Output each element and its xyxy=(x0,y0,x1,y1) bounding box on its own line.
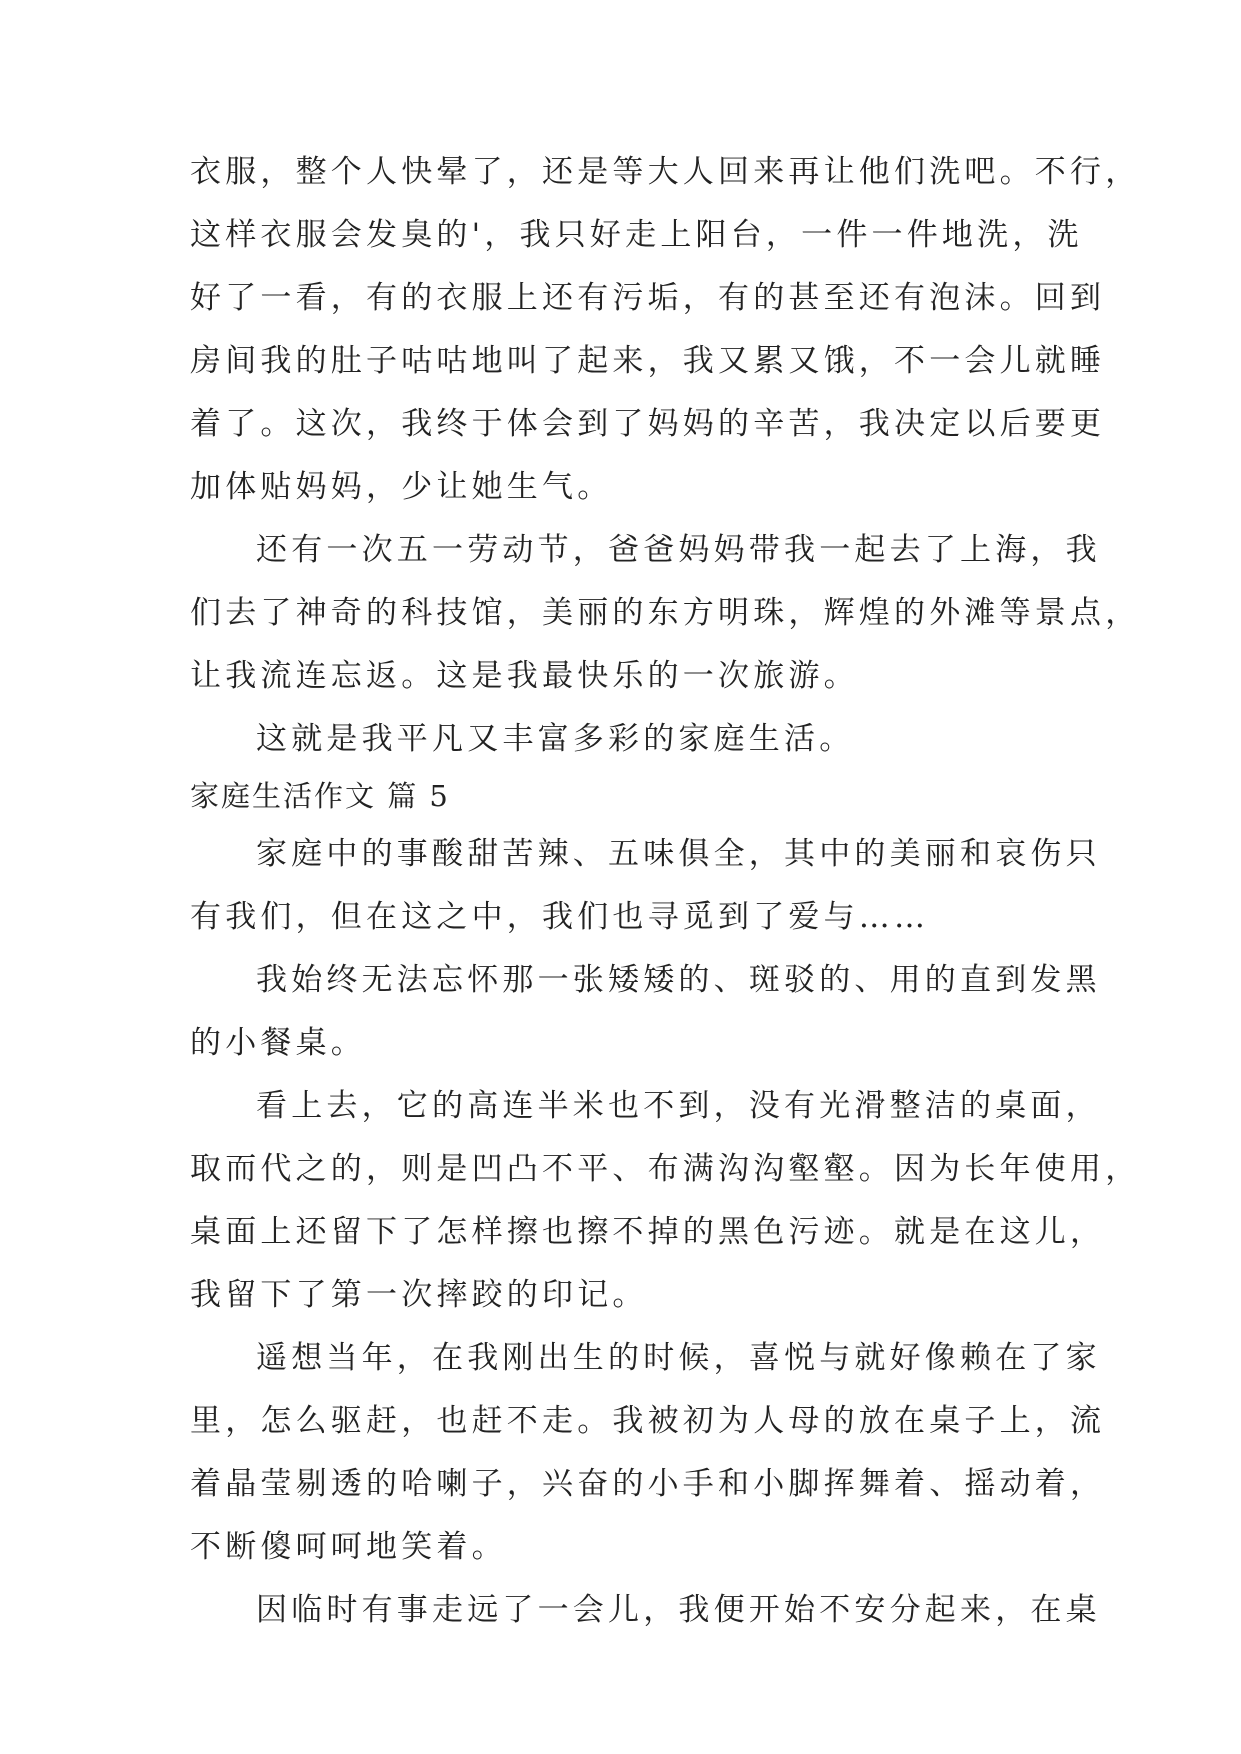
paragraph-line: 着晶莹剔透的哈喇子，兴奋的小手和小脚挥舞着、摇动着， xyxy=(190,1466,1106,1502)
paragraph-line: 因临时有事走远了一会儿，我便开始不安分起来，在桌 xyxy=(256,1592,1101,1628)
paragraph-line: 的小餐桌。 xyxy=(190,1025,366,1061)
paragraph-line: 桌面上还留下了怎样擦也擦不掉的黑色污迹。就是在这儿， xyxy=(190,1214,1106,1250)
paragraph-line: 取而代之的，则是凹凸不平、布满沟沟壑壑。因为长年使用， xyxy=(190,1151,1141,1187)
paragraph-line: 加体贴妈妈，少让她生气。 xyxy=(190,469,613,505)
paragraph-line: 不断傻呵呵地笑着。 xyxy=(190,1529,507,1565)
paragraph-line: 好了一看，有的衣服上还有污垢，有的甚至还有泡沫。回到 xyxy=(190,280,1106,316)
paragraph-line: 们去了神奇的科技馆，美丽的东方明珠，辉煌的外滩等景点， xyxy=(190,595,1141,631)
paragraph-line: 这样衣服会发臭的'，我只好走上阳台，一件一件地洗，洗 xyxy=(190,217,1083,253)
paragraph-line: 看上去，它的高连半米也不到，没有光滑整洁的桌面， xyxy=(256,1088,1101,1124)
paragraph-line: 里，怎么驱赶，也赶不走。我被初为人母的放在桌子上，流 xyxy=(190,1403,1106,1439)
paragraph-line: 让我流连忘返。这是我最快乐的一次旅游。 xyxy=(190,658,859,694)
paragraph-line: 我始终无法忘怀那一张矮矮的、斑驳的、用的直到发黑 xyxy=(256,962,1101,998)
section-heading: 家庭生活作文 篇 5 xyxy=(190,779,450,813)
paragraph-line: 还有一次五一劳动节，爸爸妈妈带我一起去了上海，我 xyxy=(256,532,1101,568)
paragraph-line: 着了。这次，我终于体会到了妈妈的辛苦，我决定以后要更 xyxy=(190,406,1106,442)
paragraph-line: 我留下了第一次摔跤的印记。 xyxy=(190,1277,648,1313)
paragraph-line: 衣服，整个人快晕了，还是等大人回来再让他们洗吧。不行， xyxy=(190,154,1141,190)
paragraph-line: 房间我的肚子咕咕地叫了起来，我又累又饿，不一会儿就睡 xyxy=(190,343,1106,379)
paragraph-line: 遥想当年，在我刚出生的时候，喜悦与就好像赖在了家 xyxy=(256,1340,1101,1376)
paragraph-line: 家庭中的事酸甜苦辣、五味俱全，其中的美丽和哀伤只 xyxy=(256,836,1101,872)
paragraph-line: 这就是我平凡又丰富多彩的家庭生活。 xyxy=(256,721,855,757)
paragraph-line: 有我们，但在这之中，我们也寻觅到了爱与…… xyxy=(190,899,930,935)
